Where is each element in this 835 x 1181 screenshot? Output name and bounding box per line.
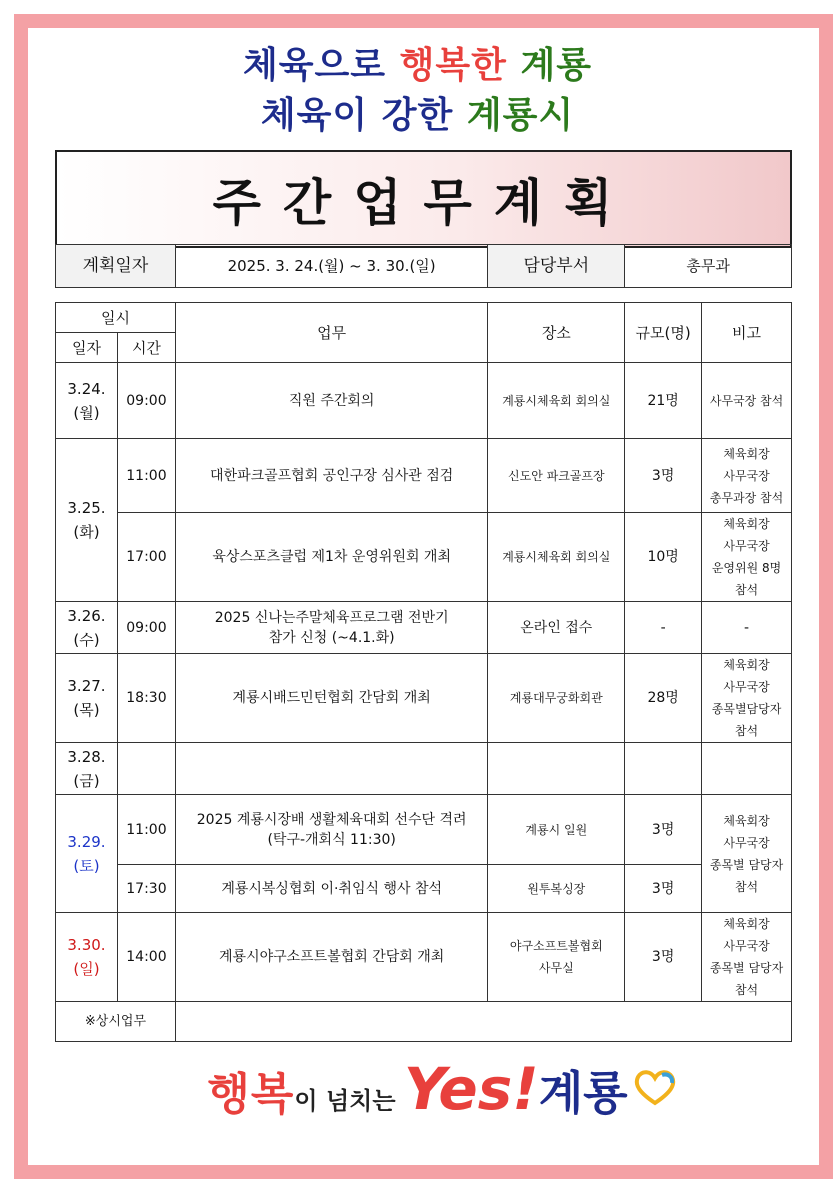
slogan-2-part-4: 계룡시 bbox=[466, 95, 575, 136]
row-scale: 21명 bbox=[625, 363, 702, 439]
slogan-1-part-3: 한 bbox=[471, 45, 521, 86]
row-note: 체육회장 사무국장 총무과장 참석 bbox=[702, 439, 792, 513]
row-note: - bbox=[702, 602, 792, 654]
slogan-line-1 bbox=[0, 44, 835, 88]
table-row bbox=[56, 654, 792, 743]
row-date bbox=[56, 743, 118, 795]
day-text: (금) bbox=[73, 771, 100, 790]
dept-label: 담당부서 bbox=[488, 245, 625, 288]
col-date: 일자 bbox=[56, 333, 118, 363]
row-task: 계룡시야구소프트볼협회 간담회 개최 bbox=[175, 913, 488, 1002]
row-note: 체육회장 사무국장 종목별 담당자 참석 bbox=[702, 913, 792, 1002]
row-scale: 3명 bbox=[625, 865, 702, 913]
heart-icon bbox=[632, 1067, 678, 1107]
table-row bbox=[56, 865, 792, 913]
row-scale: 3명 bbox=[625, 439, 702, 513]
day-text: (토) bbox=[73, 856, 100, 875]
dept-value: 총무과 bbox=[625, 245, 792, 288]
row-time: 09:00 bbox=[117, 363, 175, 439]
footer-part-3: Yes! bbox=[403, 1055, 539, 1123]
table-row bbox=[56, 439, 792, 513]
row-time: 11:00 bbox=[117, 795, 175, 865]
row-scale: 3명 bbox=[625, 913, 702, 1002]
slogan-2-part-3: 강한 bbox=[381, 95, 467, 136]
row-place: 온라인 접수 bbox=[488, 602, 625, 654]
row-time: 11:00 bbox=[117, 439, 175, 513]
row-time: 14:00 bbox=[117, 913, 175, 1002]
row-time: 18:30 bbox=[117, 654, 175, 743]
day-text: (월) bbox=[73, 403, 100, 422]
row-task: 2025 신나는주말체육프로그램 전반기 참가 신청 (~4.1.화) bbox=[175, 602, 488, 654]
date-text: 3.26. bbox=[67, 606, 106, 625]
row-date bbox=[56, 602, 118, 654]
slogan-1-part-4: 계룡 bbox=[520, 45, 593, 86]
row-place: 계룡대무궁화회관 bbox=[488, 654, 625, 743]
regular-content bbox=[175, 1002, 791, 1042]
date-text: 3.28. bbox=[67, 747, 106, 766]
day-text: (화) bbox=[73, 523, 100, 541]
table-row bbox=[56, 743, 792, 795]
row-place: 신도안 파크골프장 bbox=[488, 439, 625, 513]
col-datetime: 일시 bbox=[56, 303, 176, 333]
footer-part-1: 행복 bbox=[207, 1069, 295, 1120]
table-row bbox=[56, 363, 792, 439]
table-row bbox=[56, 913, 792, 1002]
row-date-saturday bbox=[56, 795, 118, 913]
row-task: 대한파크골프협회 공인구장 심사관 점검 bbox=[175, 439, 488, 513]
row-scale: 3명 bbox=[625, 795, 702, 865]
col-place: 장소 bbox=[488, 303, 625, 363]
title-box bbox=[55, 150, 792, 248]
col-task: 업무 bbox=[175, 303, 488, 363]
row-place: 야구소프트볼협회 사무실 bbox=[488, 913, 625, 1002]
row-note: 사무국장 참석 bbox=[702, 363, 792, 439]
col-scale: 규모(명) bbox=[625, 303, 702, 363]
row-place: 계룡시 일원 bbox=[488, 795, 625, 865]
page-title: 주간업무계획 bbox=[212, 174, 635, 232]
regular-label: ※상시업무 bbox=[56, 1002, 176, 1042]
table-row bbox=[56, 795, 792, 865]
schedule-table bbox=[55, 302, 792, 1042]
date-text: 3.30. bbox=[67, 936, 106, 954]
date-text: 3.25. bbox=[67, 499, 106, 517]
row-scale bbox=[625, 743, 702, 795]
date-text: 3.29. bbox=[67, 832, 106, 851]
row-note: 체육회장 사무국장 운영위원 8명 참석 bbox=[702, 513, 792, 602]
slogan-1-part-2: 행복 bbox=[399, 45, 472, 86]
row-time: 17:30 bbox=[117, 865, 175, 913]
row-scale: 28명 bbox=[625, 654, 702, 743]
day-text: (일) bbox=[73, 960, 100, 978]
row-task bbox=[175, 743, 488, 795]
col-note: 비고 bbox=[702, 303, 792, 363]
table-row bbox=[56, 602, 792, 654]
row-place: 원투복싱장 bbox=[488, 865, 625, 913]
day-text: (목) bbox=[73, 701, 100, 719]
footer-part-4: 계룡 bbox=[538, 1066, 628, 1120]
date-text: 3.27. bbox=[67, 677, 106, 695]
row-date bbox=[56, 654, 118, 743]
row-scale: - bbox=[625, 602, 702, 654]
row-date bbox=[56, 439, 118, 602]
plan-date-value: 2025. 3. 24.(월) ~ 3. 30.(일) bbox=[175, 245, 488, 288]
footer-slogan bbox=[0, 1055, 835, 1145]
footer-part-2: 이 넘치는 bbox=[294, 1087, 404, 1115]
row-task: 2025 계룡시장배 생활체육대회 선수단 격려 (탁구-개회식 11:30) bbox=[175, 795, 488, 865]
slogan-line-2 bbox=[0, 94, 835, 138]
row-time bbox=[117, 743, 175, 795]
plan-date-label: 계획일자 bbox=[56, 245, 176, 288]
plan-info-table bbox=[55, 244, 792, 288]
row-date-sunday bbox=[56, 913, 118, 1002]
row-time: 17:00 bbox=[117, 513, 175, 602]
col-time: 시간 bbox=[117, 333, 175, 363]
row-place: 계룡시체육회 회의실 bbox=[488, 363, 625, 439]
row-place bbox=[488, 743, 625, 795]
date-text: 3.24. bbox=[67, 379, 106, 398]
table-row bbox=[56, 513, 792, 602]
row-date bbox=[56, 363, 118, 439]
slogan-1-part-1: 체육으로 bbox=[242, 45, 400, 86]
row-note bbox=[702, 743, 792, 795]
row-place: 계룡시체육회 회의실 bbox=[488, 513, 625, 602]
slogan-2-part-2: 이 bbox=[332, 95, 382, 136]
row-task: 계룡시복싱협회 이·취임식 행사 참석 bbox=[175, 865, 488, 913]
row-scale: 10명 bbox=[625, 513, 702, 602]
row-task: 육상스포츠클럽 제1차 운영위원회 개최 bbox=[175, 513, 488, 602]
table-row-regular bbox=[56, 1002, 792, 1042]
row-note: 체육회장 사무국장 종목별 담당자 참석 bbox=[702, 795, 792, 913]
row-time: 09:00 bbox=[117, 602, 175, 654]
row-task: 계룡시배드민턴협회 간담회 개최 bbox=[175, 654, 488, 743]
row-task: 직원 주간회의 bbox=[175, 363, 488, 439]
slogan-2-part-1: 체육 bbox=[260, 95, 333, 136]
row-note: 체육회장 사무국장 종목별담당자 참석 bbox=[702, 654, 792, 743]
day-text: (수) bbox=[73, 630, 100, 649]
